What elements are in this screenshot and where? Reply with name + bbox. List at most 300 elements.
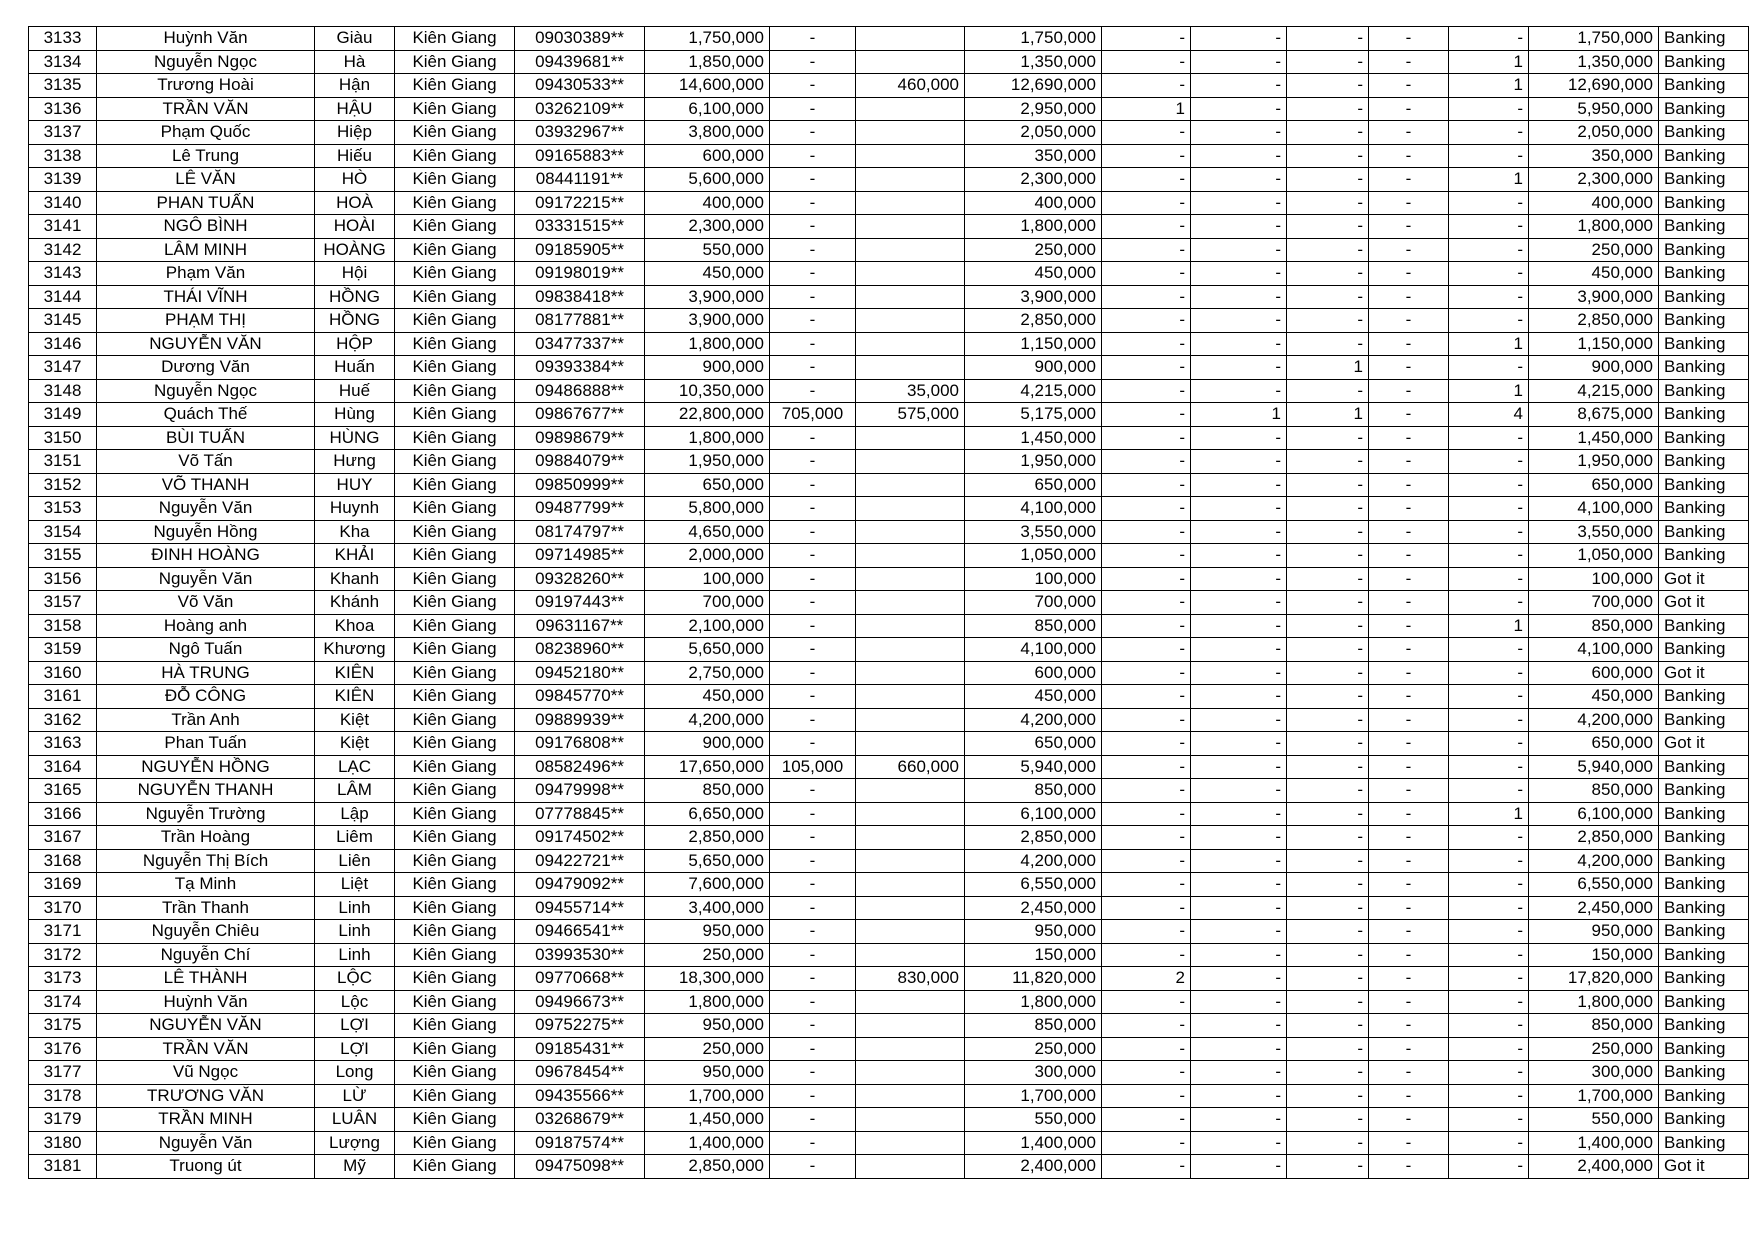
payment-method-cell: Banking (1659, 356, 1749, 380)
phone-cell: 09030389** (515, 27, 645, 51)
count-col-13-cell: - (1369, 802, 1449, 826)
given-name-cell: Huấn (315, 356, 395, 380)
count-col-12-cell: - (1287, 755, 1369, 779)
table-row (29, 967, 1749, 991)
surname-cell: THÁI VĨNH (97, 285, 315, 309)
count-col-14-cell: - (1449, 1131, 1529, 1155)
count-col-13-cell: - (1369, 520, 1449, 544)
count-col-12-cell: - (1287, 74, 1369, 98)
final-amount-cell: 700,000 (1529, 591, 1659, 615)
count-col-14-cell: - (1449, 779, 1529, 803)
payment-method-cell: Banking (1659, 1084, 1749, 1108)
amount-col-7-cell: - (770, 1155, 856, 1179)
count-col-12-cell: - (1287, 473, 1369, 497)
province-cell: Kiên Giang (395, 614, 515, 638)
amount-col-7-cell: - (770, 826, 856, 850)
final-amount-cell: 1,350,000 (1529, 50, 1659, 74)
count-col-14-cell: - (1449, 661, 1529, 685)
count-col-10-cell: - (1102, 1014, 1191, 1038)
paid-amount-cell: 5,175,000 (965, 403, 1102, 427)
province-cell: Kiên Giang (395, 50, 515, 74)
phone-cell: 09898679** (515, 426, 645, 450)
surname-cell: Nguyễn Thị Bích (97, 849, 315, 873)
final-amount-cell: 1,450,000 (1529, 426, 1659, 450)
surname-cell: BÙI TUẤN (97, 426, 315, 450)
paid-amount-cell: 1,150,000 (965, 332, 1102, 356)
final-amount-cell: 4,100,000 (1529, 497, 1659, 521)
total-amount-cell: 2,850,000 (645, 826, 770, 850)
total-amount-cell: 1,950,000 (645, 450, 770, 474)
payment-method-cell: Banking (1659, 27, 1749, 51)
count-col-13-cell: - (1369, 990, 1449, 1014)
given-name-cell: LUÂN (315, 1108, 395, 1132)
amount-col-8-cell (856, 661, 965, 685)
amount-col-8-cell (856, 215, 965, 239)
count-col-12-cell: - (1287, 920, 1369, 944)
total-amount-cell: 10,350,000 (645, 379, 770, 403)
amount-col-8-cell (856, 520, 965, 544)
given-name-cell: Khánh (315, 591, 395, 615)
table-row (29, 708, 1749, 732)
total-amount-cell: 900,000 (645, 732, 770, 756)
count-col-14-cell: - (1449, 591, 1529, 615)
given-name-cell: Linh (315, 920, 395, 944)
given-name-cell: Hội (315, 262, 395, 286)
final-amount-cell: 3,900,000 (1529, 285, 1659, 309)
paid-amount-cell: 4,100,000 (965, 638, 1102, 662)
surname-cell: ĐINH HOÀNG (97, 544, 315, 568)
paid-amount-cell: 1,700,000 (965, 1084, 1102, 1108)
count-col-12-cell: - (1287, 638, 1369, 662)
province-cell: Kiên Giang (395, 943, 515, 967)
row-number-cell: 3172 (29, 943, 97, 967)
province-cell: Kiên Giang (395, 967, 515, 991)
paid-amount-cell: 100,000 (965, 567, 1102, 591)
province-cell: Kiên Giang (395, 1061, 515, 1085)
final-amount-cell: 5,940,000 (1529, 755, 1659, 779)
count-col-12-cell: - (1287, 1108, 1369, 1132)
amount-col-8-cell (856, 238, 965, 262)
total-amount-cell: 1,800,000 (645, 426, 770, 450)
count-col-13-cell: - (1369, 497, 1449, 521)
given-name-cell: KIÊN (315, 661, 395, 685)
surname-cell: Nguyễn Văn (97, 567, 315, 591)
amount-col-8-cell (856, 121, 965, 145)
count-col-14-cell: - (1449, 943, 1529, 967)
count-col-11-cell: - (1191, 168, 1287, 192)
given-name-cell: Kha (315, 520, 395, 544)
row-number-cell: 3141 (29, 215, 97, 239)
province-cell: Kiên Giang (395, 1131, 515, 1155)
count-col-10-cell: - (1102, 661, 1191, 685)
final-amount-cell: 1,700,000 (1529, 1084, 1659, 1108)
given-name-cell: HỒNG (315, 309, 395, 333)
paid-amount-cell: 6,550,000 (965, 873, 1102, 897)
amount-col-7-cell: - (770, 896, 856, 920)
count-col-12-cell: - (1287, 826, 1369, 850)
count-col-14-cell: - (1449, 426, 1529, 450)
count-col-12-cell: - (1287, 1155, 1369, 1179)
count-col-12-cell: - (1287, 661, 1369, 685)
amount-col-8-cell (856, 426, 965, 450)
total-amount-cell: 2,000,000 (645, 544, 770, 568)
final-amount-cell: 3,550,000 (1529, 520, 1659, 544)
surname-cell: Trương Hoài (97, 74, 315, 98)
count-col-10-cell: - (1102, 638, 1191, 662)
final-amount-cell: 650,000 (1529, 473, 1659, 497)
row-number-cell: 3170 (29, 896, 97, 920)
count-col-11-cell: - (1191, 97, 1287, 121)
table-row (29, 74, 1749, 98)
count-col-12-cell: - (1287, 191, 1369, 215)
amount-col-7-cell: - (770, 1084, 856, 1108)
amount-col-7-cell: 105,000 (770, 755, 856, 779)
row-number-cell: 3175 (29, 1014, 97, 1038)
total-amount-cell: 950,000 (645, 1014, 770, 1038)
payment-method-cell: Banking (1659, 426, 1749, 450)
count-col-10-cell: - (1102, 567, 1191, 591)
amount-col-8-cell (856, 1131, 965, 1155)
payment-method-cell: Banking (1659, 215, 1749, 239)
count-col-11-cell: - (1191, 1131, 1287, 1155)
amount-col-8-cell (856, 685, 965, 709)
total-amount-cell: 100,000 (645, 567, 770, 591)
paid-amount-cell: 4,100,000 (965, 497, 1102, 521)
count-col-10-cell: 2 (1102, 967, 1191, 991)
final-amount-cell: 2,300,000 (1529, 168, 1659, 192)
paid-amount-cell: 600,000 (965, 661, 1102, 685)
count-col-14-cell: 1 (1449, 50, 1529, 74)
amount-col-8-cell (856, 732, 965, 756)
count-col-13-cell: - (1369, 191, 1449, 215)
table-row (29, 920, 1749, 944)
paid-amount-cell: 650,000 (965, 732, 1102, 756)
count-col-10-cell: - (1102, 990, 1191, 1014)
table-row (29, 97, 1749, 121)
phone-cell: 09678454** (515, 1061, 645, 1085)
table-row (29, 215, 1749, 239)
table-row (29, 614, 1749, 638)
count-col-12-cell: - (1287, 238, 1369, 262)
paid-amount-cell: 2,400,000 (965, 1155, 1102, 1179)
amount-col-7-cell: - (770, 591, 856, 615)
table-row (29, 826, 1749, 850)
count-col-10-cell: - (1102, 943, 1191, 967)
total-amount-cell: 22,800,000 (645, 403, 770, 427)
count-col-12-cell: - (1287, 379, 1369, 403)
count-col-14-cell: - (1449, 1155, 1529, 1179)
phone-cell: 09452180** (515, 661, 645, 685)
final-amount-cell: 100,000 (1529, 567, 1659, 591)
count-col-14-cell: - (1449, 1084, 1529, 1108)
paid-amount-cell: 4,200,000 (965, 708, 1102, 732)
payment-method-cell: Banking (1659, 849, 1749, 873)
total-amount-cell: 250,000 (645, 1037, 770, 1061)
given-name-cell: Linh (315, 896, 395, 920)
surname-cell: TRƯƠNG VĂN (97, 1084, 315, 1108)
count-col-10-cell: - (1102, 755, 1191, 779)
payment-method-cell: Banking (1659, 473, 1749, 497)
count-col-10-cell: - (1102, 121, 1191, 145)
row-number-cell: 3169 (29, 873, 97, 897)
surname-cell: TRẦN MINH (97, 1108, 315, 1132)
count-col-13-cell: - (1369, 849, 1449, 873)
count-col-13-cell: - (1369, 826, 1449, 850)
count-col-14-cell: - (1449, 121, 1529, 145)
total-amount-cell: 1,750,000 (645, 27, 770, 51)
province-cell: Kiên Giang (395, 544, 515, 568)
surname-cell: Tạ Minh (97, 873, 315, 897)
count-col-10-cell: - (1102, 309, 1191, 333)
payment-method-cell: Banking (1659, 379, 1749, 403)
province-cell: Kiên Giang (395, 873, 515, 897)
table-row (29, 473, 1749, 497)
total-amount-cell: 1,800,000 (645, 332, 770, 356)
payment-method-cell: Got it (1659, 591, 1749, 615)
payment-method-cell: Banking (1659, 497, 1749, 521)
count-col-12-cell: - (1287, 50, 1369, 74)
count-col-14-cell: - (1449, 497, 1529, 521)
surname-cell: Trần Hoàng (97, 826, 315, 850)
row-number-cell: 3166 (29, 802, 97, 826)
final-amount-cell: 6,550,000 (1529, 873, 1659, 897)
count-col-11-cell: - (1191, 262, 1287, 286)
row-number-cell: 3158 (29, 614, 97, 638)
table-row (29, 732, 1749, 756)
count-col-13-cell: - (1369, 638, 1449, 662)
given-name-cell: Lộc (315, 990, 395, 1014)
count-col-11-cell: - (1191, 356, 1287, 380)
count-col-11-cell: - (1191, 1014, 1287, 1038)
count-col-13-cell: - (1369, 614, 1449, 638)
paid-amount-cell: 1,800,000 (965, 215, 1102, 239)
count-col-13-cell: - (1369, 74, 1449, 98)
count-col-13-cell: - (1369, 403, 1449, 427)
surname-cell: Nguyễn Chí (97, 943, 315, 967)
province-cell: Kiên Giang (395, 309, 515, 333)
total-amount-cell: 2,300,000 (645, 215, 770, 239)
amount-col-8-cell (856, 1061, 965, 1085)
surname-cell: Trần Anh (97, 708, 315, 732)
given-name-cell: Khoa (315, 614, 395, 638)
count-col-12-cell: - (1287, 1084, 1369, 1108)
total-amount-cell: 1,400,000 (645, 1131, 770, 1155)
amount-col-8-cell (856, 262, 965, 286)
amount-col-8-cell (856, 591, 965, 615)
count-col-10-cell: - (1102, 168, 1191, 192)
count-col-13-cell: - (1369, 567, 1449, 591)
surname-cell: Huỳnh Văn (97, 990, 315, 1014)
amount-col-8-cell (856, 1155, 965, 1179)
amount-col-7-cell: - (770, 356, 856, 380)
count-col-11-cell: - (1191, 661, 1287, 685)
amount-col-8-cell: 460,000 (856, 74, 965, 98)
payment-method-cell: Banking (1659, 544, 1749, 568)
count-col-10-cell: - (1102, 520, 1191, 544)
row-number-cell: 3138 (29, 144, 97, 168)
table-row (29, 238, 1749, 262)
amount-col-8-cell (856, 802, 965, 826)
count-col-10-cell: - (1102, 614, 1191, 638)
phone-cell: 03268679** (515, 1108, 645, 1132)
count-col-12-cell: - (1287, 144, 1369, 168)
total-amount-cell: 4,200,000 (645, 708, 770, 732)
paid-amount-cell: 350,000 (965, 144, 1102, 168)
province-cell: Kiên Giang (395, 732, 515, 756)
surname-cell: Võ Văn (97, 591, 315, 615)
amount-col-7-cell: - (770, 732, 856, 756)
given-name-cell: Liệt (315, 873, 395, 897)
count-col-10-cell: - (1102, 1037, 1191, 1061)
table-row (29, 1155, 1749, 1179)
count-col-13-cell: - (1369, 168, 1449, 192)
province-cell: Kiên Giang (395, 285, 515, 309)
count-col-14-cell: - (1449, 27, 1529, 51)
phone-cell: 09850999** (515, 473, 645, 497)
total-amount-cell: 5,650,000 (645, 849, 770, 873)
payment-method-cell: Banking (1659, 168, 1749, 192)
paid-amount-cell: 850,000 (965, 779, 1102, 803)
row-number-cell: 3142 (29, 238, 97, 262)
total-amount-cell: 450,000 (645, 685, 770, 709)
province-cell: Kiên Giang (395, 661, 515, 685)
amount-col-7-cell: - (770, 920, 856, 944)
amount-col-7-cell: - (770, 1061, 856, 1085)
amount-col-7-cell: - (770, 873, 856, 897)
count-col-13-cell: - (1369, 779, 1449, 803)
amount-col-8-cell (856, 990, 965, 1014)
count-col-11-cell: - (1191, 896, 1287, 920)
given-name-cell: Hiếu (315, 144, 395, 168)
payment-method-cell: Banking (1659, 1108, 1749, 1132)
payment-method-cell: Banking (1659, 920, 1749, 944)
phone-cell: 09714985** (515, 544, 645, 568)
count-col-10-cell: - (1102, 873, 1191, 897)
total-amount-cell: 2,850,000 (645, 1155, 770, 1179)
count-col-14-cell: - (1449, 567, 1529, 591)
row-number-cell: 3156 (29, 567, 97, 591)
total-amount-cell: 650,000 (645, 473, 770, 497)
phone-cell: 09165883** (515, 144, 645, 168)
count-col-10-cell: - (1102, 920, 1191, 944)
count-col-13-cell: - (1369, 27, 1449, 51)
province-cell: Kiên Giang (395, 779, 515, 803)
count-col-10-cell: - (1102, 27, 1191, 51)
count-col-10-cell: - (1102, 332, 1191, 356)
total-amount-cell: 17,650,000 (645, 755, 770, 779)
phone-cell: 09770668** (515, 967, 645, 991)
count-col-11-cell: - (1191, 50, 1287, 74)
amount-col-8-cell (856, 1014, 965, 1038)
count-col-11-cell: - (1191, 450, 1287, 474)
given-name-cell: HÙNG (315, 426, 395, 450)
amount-col-7-cell: - (770, 802, 856, 826)
province-cell: Kiên Giang (395, 238, 515, 262)
count-col-13-cell: - (1369, 332, 1449, 356)
payment-method-cell: Banking (1659, 97, 1749, 121)
table-row (29, 1037, 1749, 1061)
final-amount-cell: 650,000 (1529, 732, 1659, 756)
province-cell: Kiên Giang (395, 356, 515, 380)
count-col-12-cell: - (1287, 849, 1369, 873)
count-col-11-cell: - (1191, 1108, 1287, 1132)
table-row (29, 755, 1749, 779)
final-amount-cell: 1,750,000 (1529, 27, 1659, 51)
payment-method-cell: Banking (1659, 896, 1749, 920)
row-number-cell: 3164 (29, 755, 97, 779)
count-col-12-cell: - (1287, 520, 1369, 544)
amount-col-7-cell: - (770, 1108, 856, 1132)
count-col-10-cell: - (1102, 215, 1191, 239)
given-name-cell: HOÀNG (315, 238, 395, 262)
table-row (29, 191, 1749, 215)
count-col-10-cell: - (1102, 1084, 1191, 1108)
paid-amount-cell: 950,000 (965, 920, 1102, 944)
final-amount-cell: 6,100,000 (1529, 802, 1659, 826)
count-col-14-cell: - (1449, 262, 1529, 286)
paid-amount-cell: 250,000 (965, 238, 1102, 262)
given-name-cell: LỢI (315, 1014, 395, 1038)
payment-method-cell: Banking (1659, 1014, 1749, 1038)
count-col-12-cell: - (1287, 943, 1369, 967)
row-number-cell: 3152 (29, 473, 97, 497)
count-col-11-cell: - (1191, 802, 1287, 826)
given-name-cell: Hiệp (315, 121, 395, 145)
province-cell: Kiên Giang (395, 685, 515, 709)
paid-amount-cell: 2,050,000 (965, 121, 1102, 145)
phone-cell: 09496673** (515, 990, 645, 1014)
final-amount-cell: 850,000 (1529, 1014, 1659, 1038)
table-row (29, 544, 1749, 568)
table-row (29, 27, 1749, 51)
payment-method-cell: Got it (1659, 1155, 1749, 1179)
surname-cell: Nguyễn Ngọc (97, 379, 315, 403)
paid-amount-cell: 3,900,000 (965, 285, 1102, 309)
count-col-13-cell: - (1369, 1155, 1449, 1179)
amount-col-8-cell: 830,000 (856, 967, 965, 991)
count-col-10-cell: - (1102, 262, 1191, 286)
amount-col-7-cell: - (770, 967, 856, 991)
count-col-14-cell: - (1449, 473, 1529, 497)
count-col-11-cell: - (1191, 497, 1287, 521)
given-name-cell: Long (315, 1061, 395, 1085)
province-cell: Kiên Giang (395, 520, 515, 544)
count-col-11-cell: - (1191, 332, 1287, 356)
count-col-13-cell: - (1369, 238, 1449, 262)
paid-amount-cell: 3,550,000 (965, 520, 1102, 544)
province-cell: Kiên Giang (395, 403, 515, 427)
count-col-10-cell: - (1102, 497, 1191, 521)
paid-amount-cell: 5,940,000 (965, 755, 1102, 779)
table-row (29, 356, 1749, 380)
amount-col-8-cell (856, 544, 965, 568)
count-col-13-cell: - (1369, 755, 1449, 779)
total-amount-cell: 250,000 (645, 943, 770, 967)
final-amount-cell: 2,400,000 (1529, 1155, 1659, 1179)
row-number-cell: 3160 (29, 661, 97, 685)
surname-cell: Quách Thế (97, 403, 315, 427)
count-col-11-cell: - (1191, 285, 1287, 309)
surname-cell: Hoàng anh (97, 614, 315, 638)
count-col-13-cell: - (1369, 708, 1449, 732)
phone-cell: 08174797** (515, 520, 645, 544)
row-number-cell: 3146 (29, 332, 97, 356)
count-col-14-cell: - (1449, 638, 1529, 662)
amount-col-7-cell: - (770, 614, 856, 638)
phone-cell: 09185905** (515, 238, 645, 262)
count-col-13-cell: - (1369, 144, 1449, 168)
total-amount-cell: 3,400,000 (645, 896, 770, 920)
